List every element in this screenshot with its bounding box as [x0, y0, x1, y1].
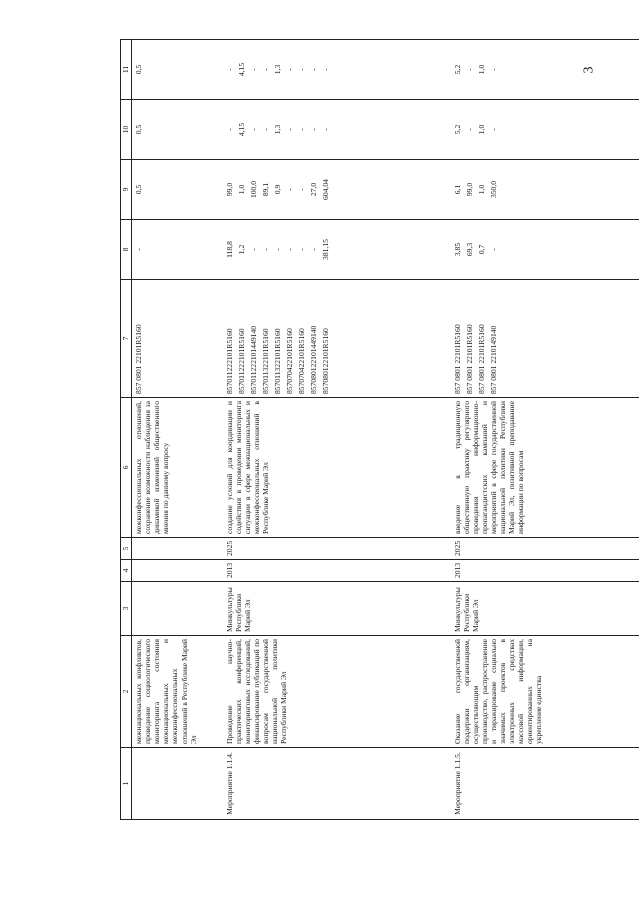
cell-value: 1,0 — [236, 184, 246, 195]
cell-value: - — [134, 248, 143, 251]
cell-value: 1,2 — [236, 244, 246, 255]
col8-values — [452, 220, 639, 280]
cell-value: 0,7 — [476, 244, 486, 255]
col11-values — [132, 40, 224, 100]
cell-value: 4,15 — [236, 122, 246, 137]
cell-value: - — [248, 68, 258, 71]
budget-codes — [132, 280, 224, 398]
cell-value: 0,5 — [134, 184, 143, 195]
measure-id: Мероприятие 1.1.4. — [224, 748, 452, 820]
expected-result: введение в традиционную общественную практику регулярного проведения информационно-пропагандистских кампаний и мероприятий в сфере государственной национальной политики Республики Марий Эл, позитивной преподавание информации по вопросам — [452, 398, 639, 538]
col9-values — [452, 160, 639, 220]
col10-values — [452, 100, 639, 160]
page-number: 3 — [581, 66, 597, 74]
cell-value: - — [284, 188, 294, 191]
start-year — [132, 560, 224, 582]
cell-value: 604,04 — [320, 179, 330, 200]
cell-value: 89,1 — [260, 182, 270, 197]
cell-value: 4,15 — [236, 62, 246, 77]
cell-value: 381,15 — [320, 239, 330, 260]
cell-value: 857 0801 22101R5160 — [464, 324, 474, 394]
cell-value: 0,5 — [134, 124, 143, 135]
cell-value: - — [320, 68, 330, 71]
cell-value: 350,0 — [488, 180, 498, 199]
start-year: 2013 — [224, 560, 452, 582]
cell-value: 5,2 — [452, 124, 462, 135]
column-number-row — [121, 40, 132, 820]
cell-value: 857 0801 2210149140 — [488, 325, 498, 394]
col-header: 6 — [121, 398, 132, 538]
cell-value: 6,1 — [452, 184, 462, 195]
cell-value: 857 0801 22101R5160 — [452, 324, 462, 394]
cell-value: 857 0801 22101R5160 — [134, 324, 143, 394]
cell-value: - — [488, 128, 498, 131]
cell-value: - — [296, 68, 306, 71]
col-header: 9 — [121, 160, 132, 220]
table-row — [452, 40, 639, 820]
cell-value: 100,0 — [248, 180, 258, 199]
cell-value: 27,0 — [308, 182, 318, 197]
cell-value: - — [488, 248, 498, 251]
cell-value: - — [308, 68, 318, 71]
executor — [132, 582, 224, 636]
cell-value: - — [248, 128, 258, 131]
col10-values — [224, 100, 452, 160]
cell-value: 857 0801 22101R5160 — [476, 324, 486, 394]
cell-value: 857070422101R5160 — [296, 328, 306, 394]
cell-value: 69,3 — [464, 242, 474, 257]
budget-codes — [224, 280, 452, 398]
cell-value: 1,3 — [272, 124, 282, 135]
cell-value: 1,0 — [476, 184, 486, 195]
measure-id: Мероприятие 1.1.5. — [452, 748, 639, 820]
col-header: 11 — [121, 40, 132, 100]
col11-values — [452, 40, 639, 100]
cell-value: - — [308, 128, 318, 131]
cell-value: 1,0 — [476, 124, 486, 135]
cell-value: 857011222101R5160 — [236, 328, 246, 394]
cell-value: 857011322101R5160 — [272, 328, 282, 394]
cell-value: - — [296, 188, 306, 191]
table-row — [224, 40, 452, 820]
cell-value: 857011222101449140 — [248, 325, 258, 394]
cell-value: 857080122101R5160 — [320, 328, 330, 394]
cell-value: - — [308, 248, 318, 251]
budget-codes — [452, 280, 639, 398]
cell-value: 1,0 — [476, 64, 486, 75]
executor: Минкультуры Республики Марий Эл — [224, 582, 452, 636]
executor: Минкультуры Республики Марий Эл — [452, 582, 639, 636]
cell-value: - — [260, 128, 270, 131]
cell-value: - — [284, 248, 294, 251]
col-header: 7 — [121, 280, 132, 398]
cell-value: 857011222101R5160 — [224, 328, 234, 394]
col9-values — [132, 160, 224, 220]
measure-id — [132, 748, 224, 820]
cell-value: - — [260, 68, 270, 71]
budget-table — [120, 39, 639, 820]
cell-value: 857080122101449140 — [308, 325, 318, 394]
cell-value: - — [464, 68, 474, 71]
table-body — [132, 40, 639, 820]
cell-value: 857011322101R5160 — [260, 328, 270, 394]
cell-value: 99,0 — [224, 182, 234, 197]
col-header: 8 — [121, 220, 132, 280]
end-year — [132, 538, 224, 560]
cell-value: - — [320, 128, 330, 131]
col10-values — [132, 100, 224, 160]
col8-values — [132, 220, 224, 280]
col-header: 1 — [121, 748, 132, 820]
cell-value: - — [296, 128, 306, 131]
cell-value: 118,8 — [224, 241, 234, 258]
col11-values — [224, 40, 452, 100]
cell-value: - — [284, 68, 294, 71]
cell-value: - — [464, 128, 474, 131]
expected-result: межконфессиональных отношений, сохранение возможности наблюдения за динамикой изменений общественного мнения по данному вопросу — [132, 398, 224, 538]
cell-value: - — [284, 128, 294, 131]
cell-value: - — [260, 248, 270, 251]
measure-name: межнациональных конфликтов, проведение социологического мониторинга состояния межнациональных и межконфессиональных отношений в Республике Марий Эл — [132, 636, 224, 748]
cell-value: 5,2 — [452, 64, 462, 75]
cell-value: 0,9 — [272, 184, 282, 195]
cell-value: - — [248, 248, 258, 251]
cell-value: 857070422101R5160 — [284, 328, 294, 394]
start-year: 2013 — [452, 560, 639, 582]
cell-value: 1,3 — [272, 64, 282, 75]
cell-value: 0,5 — [134, 64, 143, 75]
cell-value: - — [296, 248, 306, 251]
rotated-table-area — [120, 40, 639, 820]
expected-result: создание условий для координации и содействия в проведении мониторинга ситуации в сфере межнациональных и межконфессиональных отношений в Республике Марий Эл — [224, 398, 452, 538]
measure-name: Оказание государственной поддержки организациям, осуществляющим производство, распространение и тиражирование социально значимых проектов в электронных средствах массовой информации, ориентированных на укрепление единства — [452, 636, 639, 748]
end-year: 2025 — [224, 538, 452, 560]
col8-values — [224, 220, 452, 280]
cell-value: - — [224, 128, 234, 131]
cell-value: 99,0 — [464, 182, 474, 197]
cell-value: 3,85 — [452, 242, 462, 257]
cell-value: - — [488, 68, 498, 71]
cell-value: - — [272, 248, 282, 251]
col-header: 2 — [121, 636, 132, 748]
measure-name: Проведение научно-практических конференций, мониторинговых исследований, финансирование публикаций по вопросам государственной национальной политики Республики Марий Эл — [224, 636, 452, 748]
end-year: 2025 — [452, 538, 639, 560]
col-header: 10 — [121, 100, 132, 160]
cell-value: - — [224, 68, 234, 71]
col-header: 3 — [121, 582, 132, 636]
col-header: 4 — [121, 560, 132, 582]
table-row — [132, 40, 224, 820]
col9-values — [224, 160, 452, 220]
col-header: 5 — [121, 538, 132, 560]
